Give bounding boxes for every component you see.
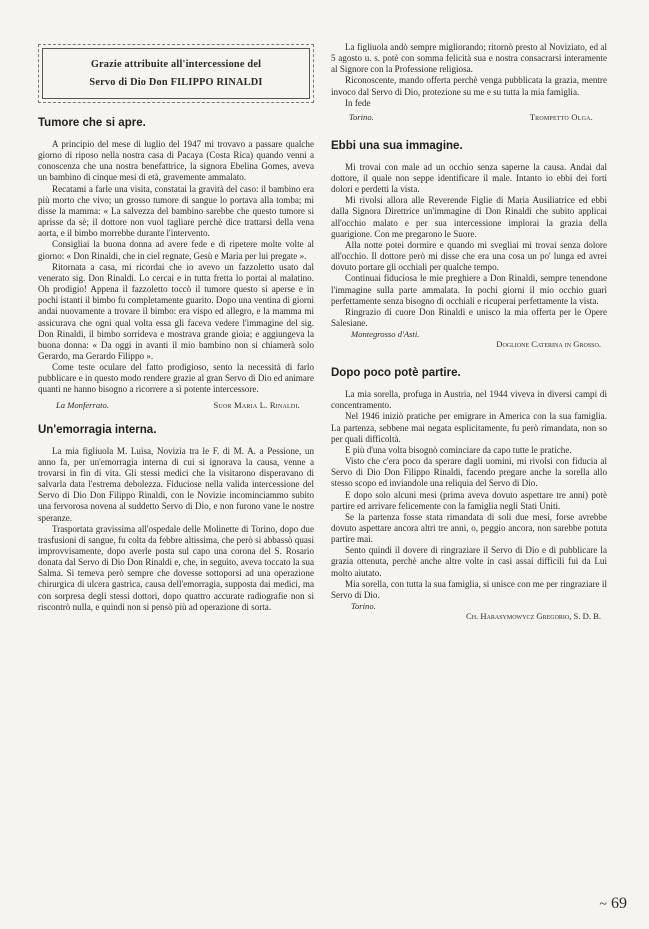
signature-name: Ch. Harasymowycz Gregorio, S. D. B. <box>465 611 601 622</box>
tilde-ornament-icon: ~ <box>599 897 607 912</box>
page-number-value: 69 <box>611 895 627 912</box>
paragraph: Come teste oculare del fatto prodigioso, sento la necessità di farlo pubblicare e in questo modo rendere grazie al gran Servo di Dio ed animare quanti ne hanno bisogno a ricorrere a sì potente intercessore. <box>38 362 314 395</box>
paragraph: Sento quindi il dovere di ringraziare il Servo di Dio e di pubblicare la grazia ottenuta, perchè anche altre volte in casi assai difficili fui da Lui molto aiutato. <box>331 545 607 578</box>
paragraph: La mia figliuola M. Luisa, Novizia tra le F. di M. A. a Pessione, un anno fa, per un'emorragia interna di cui si ignorava la causa, venne a trovarsi in fin di vita. Gli stessi medici che la visitarono disperavano di salvarla data l'estrema debolezza. Fiduciose nella valida intercessione del Servo di Dio Don Filippo Rinaldi, con le Novizie incominciammo subito una fervorosa novena al suddetto Servo di Dio, e non furono vane le nostre speranze. <box>38 445 314 523</box>
signature-place: La Monferrato. <box>56 399 109 410</box>
page-number <box>599 895 627 913</box>
paragraph: Continuai fiduciosa le mie preghiere a Don Rinaldi, sempre tenendone l'immagine sulla parte ammalata. In pochi giorni il mio occhio guarì perfettamente senza bisogno di occhiali e ricuperai perfettamente la vista. <box>331 273 607 306</box>
paragraph: Visto che c'era poco da sperare dagli uomini, mi rivolsi con fiducia al Servo di Dio Don Filippo Rinaldi, facendo pregare anche la sorella allo stesso scopo ed inviandole una reliquia del Servo di Dio. <box>331 456 607 489</box>
signature-line <box>38 400 314 410</box>
section-title-emorragia: Un'emorragia interna. <box>38 423 157 436</box>
paragraph: La figliuola andò sempre migliorando; ritornò presto al Noviziato, ed al 5 agosto u. s. potè con somma felicità sua e nostra consacrarsi interamente al Signore con la Professione religiosa. <box>331 42 607 75</box>
section-title-tumore: Tumore che si apre. <box>38 117 146 129</box>
paragraph: Mi rivolsi allora alle Reverende Figlie di Maria Ausiliatrice ed ebbi dalla Signora Direttrice un'immagine di Don Rinaldi che subito applicai all'occhio malato e per sua intercessione implorai la grazia della guarigione. Con me pregarono le Suore. <box>331 195 607 239</box>
header-box-line2: Servo di Dio Don FILIPPO RINALDI <box>89 77 263 88</box>
paragraph: Mia sorella, con tutta la sua famiglia, si unisce con me per ringraziare il Servo di Dio. <box>331 578 607 600</box>
signature-name: Suor Maria L. Rinaldi. <box>213 399 300 410</box>
header-box-line1: Grazie attribuite all'intercessione del <box>90 59 262 70</box>
header-box <box>42 48 310 99</box>
paragraph: Trasportata gravissima all'ospedale delle Molinette di Torino, dopo due trasfusioni di sangue, fu colta da febbre altissima, che però si abbassò quasi improvvisamente, dopo averle posta sul capo una corona del S. Rosario donata dal Servo di Dio Don Rinaldi e, che, in seguito, aveva toccato la sua Salma. Si temeva però sempre che dovesse sottoporsi ad una operazione chirurgica di ulcera gastrica, causa dell'emorragia, supposta dai medici, ma con sorpresa degli stessi dottori, dopo quattro accurate radiografie non si riscontrò nulla, e quindi non si pensò più ad operazione di sorta. <box>38 523 314 612</box>
signature-name: Doglione Caterina in Grosso. <box>496 339 601 350</box>
paragraph: La mia sorella, profuga in Austria, nel 1944 viveva in diversi campi di concentramento. <box>331 389 607 411</box>
paragraph: Ritornata a casa, mi ricordai che io avevo un fazzoletto usato dal venerato sig. Don Rinaldi. Lo cercai e in tutta fretta lo portai al malatino. Oh prodigio! Appena il fazzoletto toccò il tumore questo si aperse e in pochi istanti il bimbo fu completamente guarito. Dopo una ventina di giorni andai nuovamente a trovare il bimbo: era vispo ed allegro, e la mamma mi assicurava che ogni qual volta essa gli faceva vedere l'immagine del sig. Don Rinaldi, il bimbo sorrideva e mostrava grande gioia; e aggiungeva la buona donna: « Da oggi in avanti il mio bambino non si chiamerà solo Gerardo, ma Gerardo Filippo ». <box>38 261 314 361</box>
paragraph: Ringrazio di cuore Don Rinaldi e unisco la mia offerta per le Opere Salesiane. <box>331 306 607 328</box>
in-fede-line: In fede <box>345 97 371 108</box>
signature-place: Torino. <box>349 111 374 122</box>
left-column <box>38 42 314 613</box>
section-title-partire: Dopo poco potè partire. <box>331 367 461 380</box>
paragraph: Nel 1946 iniziò pratiche per emigrare in America con la sua famiglia. La partenza, sebbene mai negata esplicitamente, fu però rimandata, non so per quali difficoltà. <box>331 411 607 444</box>
signature-place: Montegrosso d'Asti. <box>351 329 420 340</box>
paragraph: Riconoscente, mando offerta perchè venga pubblicata la grazia, mentre invoco dal Servo di Dio, protezione su me e su tutta la mia famiglia. <box>331 75 607 97</box>
paragraph: E più d'una volta bisognò cominciare da capo tutte le pratiche. <box>345 444 572 455</box>
paragraph: Alla notte potei dormire e quando mi svegliai mi trovai senza dolore all'occhio. Il dottore però mi disse che era una cosa un po' lunga ed avrei dovuto portare gli occhiali per qualche tempo. <box>331 239 607 273</box>
paragraph: Consigliai la buona donna ad avere fede e di ripetere molte volte al giorno: « Don Rinaldi, che in ciel regnate, Gesù e Maria per lui pregate ». <box>38 239 314 261</box>
signature-name: Trompetto Olga. <box>529 111 593 122</box>
paragraph: E dopo solo alcuni mesi (prima aveva dovuto aspettare tre anni) potè partire ed arrivare felicemente con la famiglia negli Stati Uniti. <box>331 489 607 511</box>
paragraph: Recatami a farle una visita, constatai la gravità del caso: il bambino era più morto che vivo; un grosso tumore di sangue lo portava alla tomba; mi disse la mamma: « La salvezza del bambino sarebbe che questo tumore si aprisse da sè; il dottore non vuol tagliare perchè dice trattarsi della vena aorta, e il bimbo morrebbe durante l'intervento. <box>38 183 314 239</box>
paragraph: Se la partenza fosse stata rimandata di soli due mesi, forse avrebbe dovuto aspettare ancora altri tre anni, o, peggio ancora, non sarebbe potuta partire mai. <box>331 511 607 545</box>
signature-place: Torino. <box>351 601 376 612</box>
paragraph: Mi trovai con male ad un occhio senza saperne la causa. Andai dal dottore, il quale non seppe identificare il male. Intanto io ebbi dei forti dolori e perdetti la vista. <box>331 161 607 195</box>
section-title-immagine: Ebbi una sua immagine. <box>331 139 463 152</box>
signature-line <box>331 112 607 122</box>
right-column <box>331 42 607 621</box>
paragraph: A principio del mese di luglio del 1947 mi trovavo a passare qualche giorno di riposo nella nostra casa di Pacaya (Costa Rica) quando venni a conoscenza che una nostra benefattrice, la signora Ebelina Gomes, aveva un bambino di cinque mesi di età, gravemente ammalato. <box>38 139 314 183</box>
